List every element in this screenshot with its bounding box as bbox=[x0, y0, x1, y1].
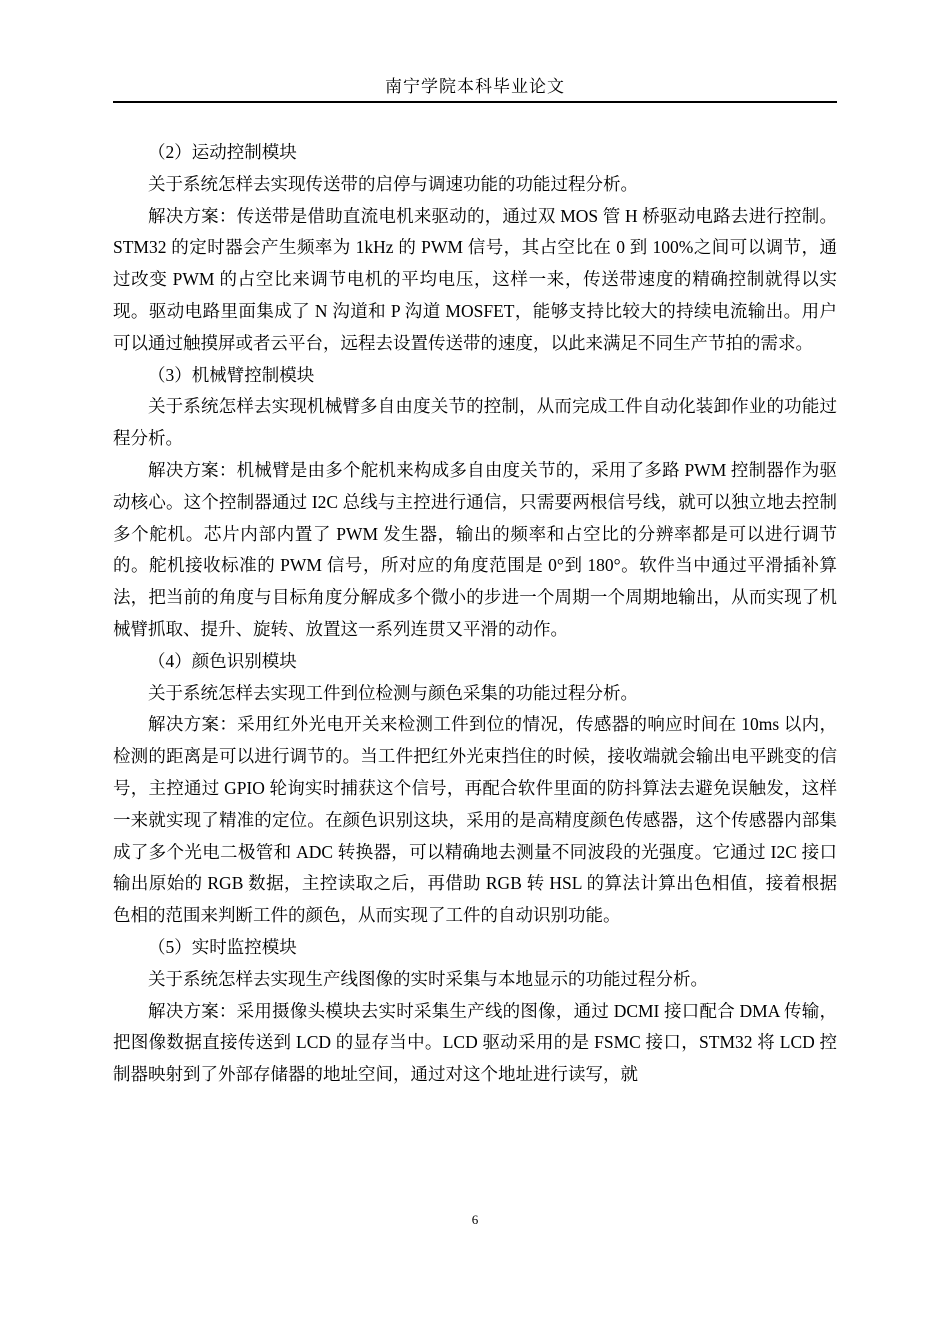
section-heading-robot-arm-control: （3）机械臂控制模块 bbox=[148, 364, 315, 385]
body-text bbox=[113, 137, 837, 1091]
paragraph: 关于系统怎样去实现传送带的启停与调速功能的功能过程分析。 bbox=[148, 173, 638, 194]
page-number: 6 bbox=[471, 1212, 479, 1227]
paragraph: 关于系统怎样去实现生产线图像的实时采集与本地显示的功能过程分析。 bbox=[148, 968, 708, 989]
section-heading-motion-control: （2）运动控制模块 bbox=[148, 142, 297, 162]
header-rule bbox=[113, 101, 837, 103]
paragraph: 关于系统怎样去实现机械臂多自由度关节的控制，从而完成工件自动化装卸作业的功能过程分析。 bbox=[113, 396, 837, 449]
paragraph: 关于系统怎样去实现工件到位检测与颜色采集的功能过程分析。 bbox=[148, 682, 638, 703]
page-header-title: 南宁学院本科毕业论文 bbox=[385, 77, 565, 96]
section-heading-color-recognition: （4）颜色识别模块 bbox=[148, 650, 297, 671]
paragraph: 解决方案：采用摄像头模块去实时采集生产线的图像，通过 DCMI 接口配合 DMA 传输，把图像数据直接传送到 LCD 的显存当中。LCD 驱动采用的是 FSMC 接口，STM32 将 LCD 控制器映射到了外部存储器的地址空间，通过对这个地址进行读写，就 bbox=[113, 1000, 837, 1085]
paragraph: 解决方案：传送带是借助直流电机来驱动的，通过双 MOS 管 H 桥驱动电路去进行控制。STM32 的定时器会产生频率为 1kHz 的 PWM 信号，其占空比在 0 到 100%之间可以调节，通过改变 PWM 的占空比来调节电机的平均电压，这样一来，传送带速度的精确控制就得以实现。驱动电路里面集成了 N 沟道和 P 沟道 MOSFET，能够支持比较大的持续电流输出。用户可以通过触摸屏或者云平台，远程去设置传送带的速度，以此来满足不同生产节拍的需求。 bbox=[113, 205, 837, 353]
paragraph: 解决方案：机械臂是由多个舵机来构成多自由度关节的，采用了多路 PWM 控制器作为驱动核心。这个控制器通过 I2C 总线与主控进行通信，只需要两根信号线，就可以独立地去控制多个舵机。芯片内部内置了 PWM 发生器，输出的频率和占空比的分辨率都是可以进行调节的。舵机接收标准的 PWM 信号，所对应的角度范围是 0°到 180°。软件当中通过平滑插补算法，把当前的角度与目标角度分解成多个微小的步进一个周期一个周期地输出，从而实现了机械臂抓取、提升、旋转、放置这一系列连贯又平滑的动作。 bbox=[113, 459, 837, 639]
section-heading-realtime-monitoring: （5）实时监控模块 bbox=[148, 936, 297, 957]
paragraph: 解决方案：采用红外光电开关来检测工件到位的情况，传感器的响应时间在 10ms 以内，检测的距离是可以进行调节的。当工件把红外光束挡住的时候，接收端就会输出电平跳变的信号，主控通过 GPIO 轮询实时捕获这个信号，再配合软件里面的防抖算法去避免误触发，这样一来就实现了精准的定位。在颜色识别这块，采用的是高精度颜色传感器，这个传感器内部集成了多个光电二极管和 ADC 转换器，可以精确地去测量不同波段的光强度。它通过 I2C 接口输出原始的 RGB 数据，主控读取之后，再借助 RGB 转 HSL 的算法计算出色相值，接着根据色相的范围来判断工件的颜色，从而实现了工件的自动识别功能。 bbox=[113, 714, 837, 926]
